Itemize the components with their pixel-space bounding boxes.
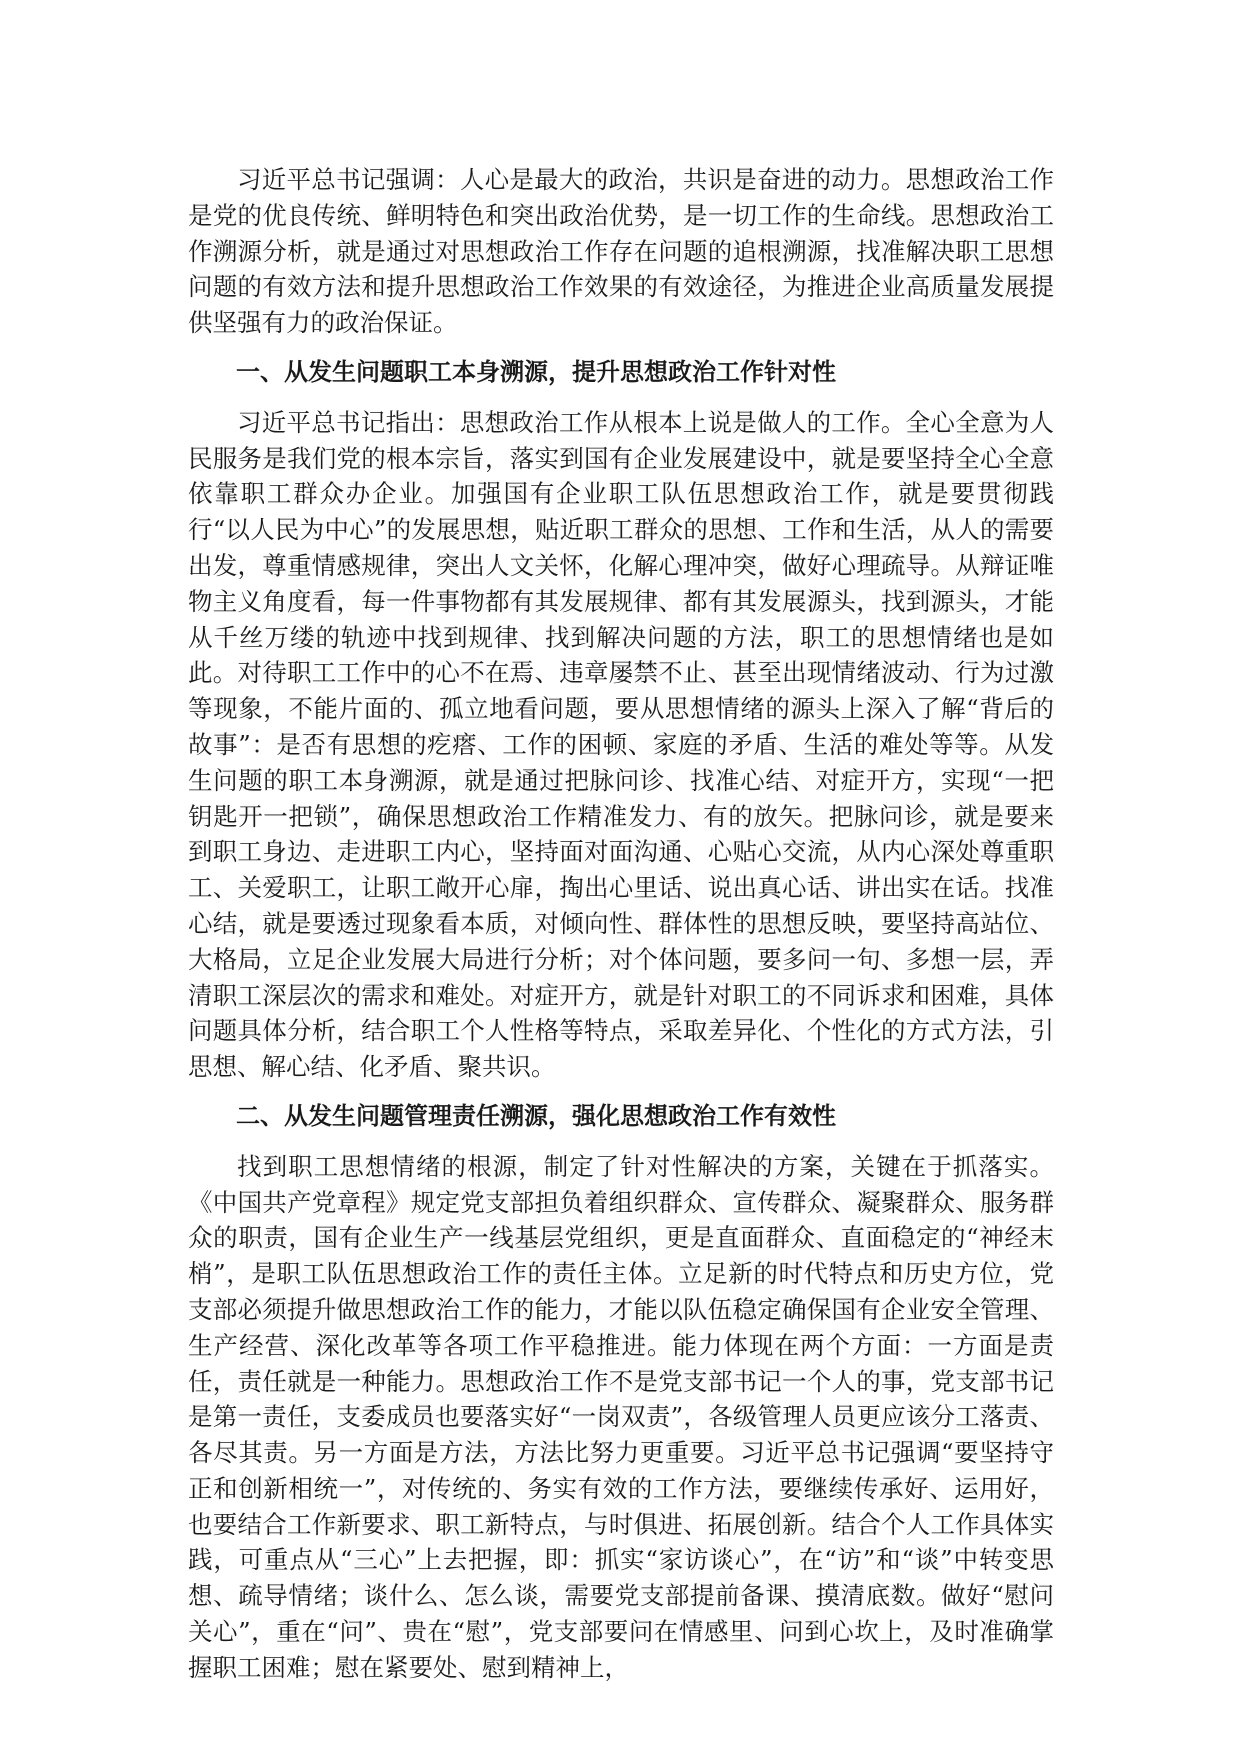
intro-paragraph: 习近平总书记强调：人心是最大的政治，共识是奋进的动力。思想政治工作是党的优良传统、鲜明特色和突出政治优势，是一切工作的生命线。思想政治工作溯源分析，就是通过对思想政治工作存在问题的追根溯源，找准解决职工思想问题的有效方法和提升思想政治工作效果的有效途径，为推进企业高质量发展提供坚强有力的政治保证。 bbox=[188, 165, 1054, 338]
section-1-heading: 一、从发生问题职工本身溯源，提升思想政治工作针对性 bbox=[236, 357, 836, 386]
document-page bbox=[188, 162, 1054, 1686]
section-2-heading: 二、从发生问题管理责任溯源，强化思想政治工作有效性 bbox=[236, 1101, 836, 1130]
section-1-body: 习近平总书记指出：思想政治工作从根本上说是做人的工作。全心全意为人民服务是我们党的根本宗旨，落实到国有企业发展建设中，就是要坚持全心全意依靠职工群众办企业。加强国有企业职工队伍思想政治工作，就是要贯彻践行“以人民为中心”的发展思想，贴近职工群众的思想、工作和生活，从人的需要出发，尊重情感规律，突出人文关怀，化解心理冲突，做好心理疏导。从辩证唯物主义角度看，每一件事物都有其发展规律、都有其发展源头，找到源头，才能从千丝万缕的轨迹中找到规律、找到解决问题的方法，职工的思想情绪也是如此。对待职工工作中的心不在焉、违章屡禁不止、甚至出现情绪波动、行为过激等现象，不能片面的、孤立地看问题，要从思想情绪的源头上深入了解“背后的故事”：是否有思想的疙瘩、工作的困顿、家庭的矛盾、生活的难处等等。从发生问题的职工本身溯源，就是通过把脉问诊、找准心结、对症开方，实现“一把钥匙开一把锁”，确保思想政治工作精准发力、有的放矢。把脉问诊，就是要来到职工身边、走进职工内心，坚持面对面沟通、心贴心交流，从内心深处尊重职工、关爱职工，让职工敞开心扉，掏出心里话、说出真心话、讲出实在话。找准心结，就是要透过现象看本质，对倾向性、群体性的思想反映，要坚持高站位、大格局，立足企业发展大局进行分析；对个体问题，要多问一句、多想一层，弄清职工深层次的需求和难处。对症开方，就是针对职工的不同诉求和困难，具体问题具体分析，结合职工个人性格等特点，采取差异化、个性化的方式方法，引思想、解心结、化矛盾、聚共识。 bbox=[188, 407, 1054, 1082]
section-2-body: 找到职工思想情绪的根源，制定了针对性解决的方案，关键在于抓落实。《中国共产党章程》规定党支部担负着组织群众、宣传群众、凝聚群众、服务群众的职责，国有企业生产一线基层党组织，更是直面群众、直面稳定的“神经末梢”，是职工队伍思想政治工作的责任主体。立足新的时代特点和历史方位，党支部必须提升做思想政治工作的能力，才能以队伍稳定确保国有企业安全管理、生产经营、深化改革等各项工作平稳推进。能力体现在两个方面：一方面是责任，责任就是一种能力。思想政治工作不是党支部书记一个人的事，党支部书记是第一责任，支委成员也要落实好“一岗双责”，各级管理人员更应该分工落责、各尽其责。另一方面是方法，方法比努力更重要。习近平总书记强调“要坚持守正和创新相统一”，对传统的、务实有效的工作方法，要继续传承好、运用好，也要结合工作新要求、职工新特点，与时俱进、拓展创新。结合个人工作具体实践，可重点从“三心”上去把握，即：抓实“家访谈心”，在“访”和“谈”中转变思想、疏导情绪；谈什么、怎么谈，需要党支部提前备课、摸清底数。做好“慰问关心”，重在“问”、贵在“慰”，党支部要问在情感里、问到心坎上，及时准确掌握职工困难；慰在紧要处、慰到精神上， bbox=[188, 1151, 1054, 1682]
